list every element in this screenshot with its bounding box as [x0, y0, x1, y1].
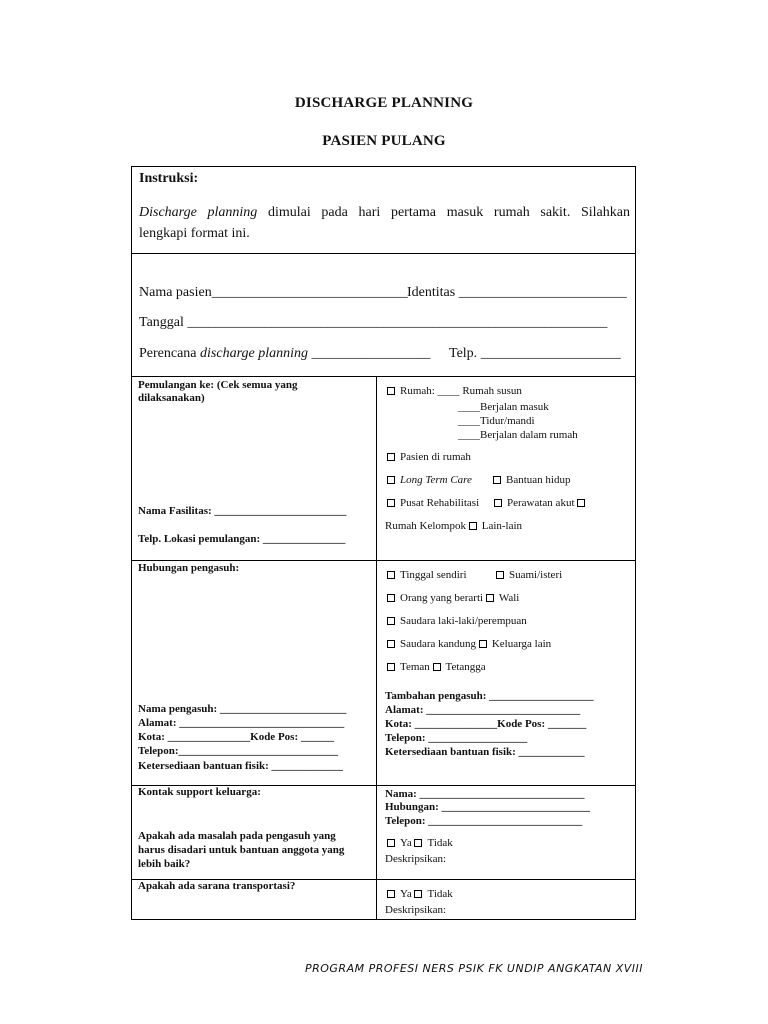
- opt-rumah-kelompok[interactable]: [385, 520, 522, 532]
- opt-tidur-mandi[interactable]: ____Tidur/mandi: [458, 415, 535, 427]
- checkbox-tidak[interactable]: [414, 839, 422, 847]
- opt-tinggal-label: Tinggal sendiri: [400, 569, 467, 581]
- patient-name-line: ____________________________: [211, 285, 408, 300]
- support-ya-label: Ya: [400, 837, 412, 849]
- identity-field[interactable]: [407, 285, 627, 301]
- column-divider: [376, 376, 377, 919]
- transport-tidak-label: Tidak: [427, 888, 453, 900]
- support-describe[interactable]: Deskripsikan:: [385, 853, 447, 865]
- document-subtitle: PASIEN PULANG: [322, 133, 446, 149]
- patient-name-field[interactable]: [139, 285, 408, 301]
- caregiver-label: Hubungan pengasuh:: [138, 562, 240, 574]
- support-question-1: Apakah ada masalah pada pengasuh yang: [138, 830, 336, 842]
- checkbox-tidak[interactable]: [414, 890, 422, 898]
- divider: [132, 560, 635, 561]
- opt-rumah-label: Rumah: ____ Rumah susun: [400, 385, 522, 397]
- opt-keluarga-label: Keluarga lain: [491, 638, 552, 650]
- planner-label: Perencana: [139, 346, 197, 361]
- checkbox[interactable]: [387, 640, 395, 648]
- location-phone-field[interactable]: Telp. Lokasi pemulangan: _______________: [138, 533, 346, 545]
- opt-suami-label: Suami/isteri: [509, 569, 563, 581]
- additional-phone-field[interactable]: Telepon: __________________: [385, 732, 528, 744]
- transport-describe[interactable]: Deskripsikan:: [385, 904, 447, 916]
- checkbox-ya[interactable]: [387, 839, 395, 847]
- opt-wali-label: Wali: [498, 592, 520, 604]
- checkbox[interactable]: [469, 522, 477, 530]
- support-question-2: harus disadari untuk bantuan anggota yang: [138, 844, 345, 856]
- planner-phone-label: Telp.: [449, 346, 478, 361]
- date-label: Tanggal: [139, 315, 184, 330]
- opt-saudara-lp-label: Saudara laki-laki/perempuan: [400, 615, 527, 627]
- planner-line: _________________: [311, 346, 431, 361]
- planner-phone-line: ____________________: [480, 346, 621, 361]
- instructions-text: [139, 202, 630, 244]
- instructions-line1: dimulai pada hari pertama masuk rumah sakit. Silahkan: [257, 205, 630, 220]
- checkbox[interactable]: [387, 617, 395, 625]
- caregiver-availability-field[interactable]: Ketersediaan bantuan fisik: _____________: [138, 760, 344, 772]
- checkbox[interactable]: [496, 571, 504, 579]
- planner-italic: discharge planning: [200, 346, 309, 361]
- divider: [132, 376, 635, 377]
- checkbox[interactable]: [494, 499, 502, 507]
- opt-pasien-rumah-label: Pasien di rumah: [400, 451, 471, 463]
- opt-bantuan-hidup[interactable]: [493, 474, 570, 486]
- opt-tetangga-label: Tetangga: [445, 661, 486, 673]
- document-title: DISCHARGE PLANNING: [294, 95, 474, 111]
- opt-teman-label: Teman: [400, 661, 430, 673]
- checkbox[interactable]: [387, 499, 395, 507]
- opt-orang-berarti[interactable]: [387, 592, 519, 604]
- instructions-label: Instruksi:: [139, 171, 199, 186]
- checkbox[interactable]: [486, 594, 494, 602]
- date-field[interactable]: [139, 315, 607, 331]
- checkbox[interactable]: [387, 663, 395, 671]
- support-relation-field[interactable]: Hubungan: ___________________________: [385, 801, 591, 813]
- identity-line: ________________________: [458, 285, 627, 300]
- transport-label: Apakah ada sarana transportasi?: [138, 880, 296, 892]
- opt-rumah[interactable]: [387, 385, 522, 397]
- checkbox[interactable]: [387, 476, 395, 484]
- checkbox[interactable]: [387, 453, 395, 461]
- patient-name-label: Nama pasien: [139, 285, 212, 300]
- opt-ltc-label: Long Term Care: [400, 474, 472, 486]
- additional-address-field[interactable]: Alamat: ____________________________: [385, 704, 581, 716]
- opt-pusat-rehab[interactable]: [387, 497, 479, 509]
- checkbox[interactable]: [387, 571, 395, 579]
- opt-tinggal-sendiri[interactable]: [387, 569, 467, 581]
- facility-name-field[interactable]: Nama Fasilitas: ________________________: [138, 505, 347, 517]
- additional-city-field[interactable]: Kota: _______________Kode Pos: _______: [385, 718, 587, 730]
- opt-saudara-lp[interactable]: [387, 615, 527, 627]
- checkbox[interactable]: [479, 640, 487, 648]
- opt-bantuan-hidup-label: Bantuan hidup: [506, 474, 571, 486]
- discharge-label: Pemulangan ke: (Cek semua yang: [138, 379, 298, 391]
- opt-berjalan-rumah[interactable]: ____Berjalan dalam rumah: [458, 429, 578, 441]
- opt-lain-lain-label: Lain-lain: [481, 520, 523, 532]
- checkbox[interactable]: [387, 387, 395, 395]
- support-question-3: lebih baik?: [138, 858, 191, 870]
- planner-field[interactable]: [139, 346, 431, 362]
- additional-caregiver-field[interactable]: Tambahan pengasuh: ___________________: [385, 690, 594, 702]
- checkbox-ya[interactable]: [387, 890, 395, 898]
- additional-availability-field[interactable]: Ketersediaan bantuan fisik: ____________: [385, 746, 585, 758]
- opt-kandung-label: Saudara kandung: [400, 638, 477, 650]
- checkbox[interactable]: [493, 476, 501, 484]
- opt-berjalan-masuk[interactable]: ____Berjalan masuk: [458, 401, 549, 413]
- opt-rumah-kelompok-label: Rumah Kelompok: [385, 520, 466, 532]
- caregiver-city-field[interactable]: Kota: _______________Kode Pos: ______: [138, 731, 334, 743]
- opt-teman[interactable]: [387, 661, 486, 673]
- checkbox[interactable]: [577, 499, 585, 507]
- instructions-italic: Discharge planning: [139, 205, 258, 220]
- support-phone-field[interactable]: Telepon: ____________________________: [385, 815, 583, 827]
- opt-orang-label: Orang yang berarti: [400, 592, 484, 604]
- checkbox[interactable]: [387, 594, 395, 602]
- discharge-label-2: dilaksanakan): [138, 392, 205, 404]
- divider: [132, 253, 635, 254]
- support-tidak-label: Tidak: [427, 837, 453, 849]
- opt-ltc[interactable]: [387, 474, 472, 486]
- opt-pasien-rumah[interactable]: [387, 451, 471, 463]
- caregiver-phone-field[interactable]: Telepon:_____________________________: [138, 745, 339, 757]
- support-name-field[interactable]: Nama: ______________________________: [385, 788, 585, 800]
- opt-pusat-rehab-label: Pusat Rehabilitasi: [400, 497, 480, 509]
- opt-suami-isteri[interactable]: [496, 569, 562, 581]
- caregiver-address-field[interactable]: Alamat: ______________________________: [138, 717, 345, 729]
- opt-saudara-kandung[interactable]: [387, 638, 551, 650]
- support-label: Kontak support keluarga:: [138, 786, 261, 798]
- caregiver-name-field[interactable]: Nama pengasuh: _______________________: [138, 703, 347, 715]
- date-line: ____________________________________________________________: [187, 315, 608, 330]
- instructions-line2: lengkapi format ini.: [139, 226, 250, 241]
- opt-perawatan-akut-label: Perawatan akut: [507, 497, 575, 509]
- checkbox[interactable]: [433, 663, 441, 671]
- transport-ya-label: Ya: [400, 888, 412, 900]
- transport-yes-no[interactable]: [387, 888, 453, 900]
- opt-perawatan-akut[interactable]: [494, 497, 590, 509]
- identity-label: Identitas: [407, 285, 456, 300]
- planner-phone-field[interactable]: [449, 346, 621, 362]
- support-yes-no[interactable]: [387, 837, 453, 849]
- discharge-form: [131, 166, 636, 920]
- footer-text: PROGRAM PROFESI NERS PSIK FK UNDIP ANGKATAN XVIII: [304, 962, 644, 975]
